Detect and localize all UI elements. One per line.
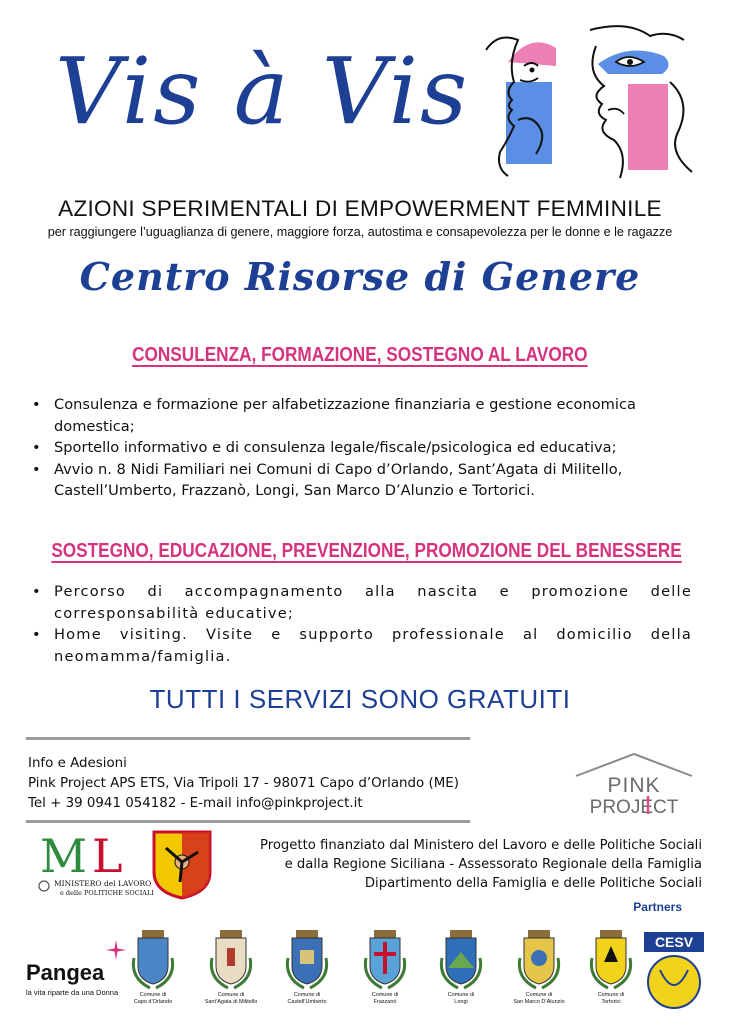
contact-info — [28, 754, 459, 814]
ministero-logo-line1: MINISTERO del LAVORO — [54, 879, 152, 888]
section2-list — [32, 581, 692, 667]
cesv-logo — [640, 930, 708, 1014]
divider — [26, 820, 470, 823]
project-tagline: per raggiungere l’uguaglianza di genere, maggiore forza, autostima e consapevolezza per le donne e le ragazze — [47, 225, 673, 239]
list-item: • Percorso di accompagnamento alla nascita e promozione delle corresponsabilità educative; — [32, 581, 692, 624]
pangea-tagline: la vita riparte da una Donna — [26, 988, 119, 997]
project-title: Vis à Vis — [55, 38, 470, 145]
crest-label-1: Comune di — [293, 992, 321, 998]
pink-project-logo — [574, 752, 694, 818]
center-title: Centro Risorse di Genere — [79, 254, 641, 299]
partners-label: Partners — [633, 900, 682, 914]
regione-siciliana-crest-icon — [152, 830, 212, 900]
crest-label-2: Tortorici — [601, 998, 621, 1005]
comune-crest-frazzano — [350, 928, 420, 1014]
comune-crest-capo-d-orlando — [118, 928, 188, 1014]
crest-label-2: Longi — [454, 998, 468, 1005]
comune-crest-castell-umberto — [272, 928, 342, 1014]
pink-logo-line1: PINK — [607, 774, 661, 797]
crest-label-1: Comune di — [447, 992, 475, 998]
section1-list — [32, 394, 692, 502]
pink-logo-line2: PROJECT — [589, 797, 679, 818]
comune-crest-sant-agata-di-militello — [196, 928, 266, 1014]
crest-label-2: San Marco D’Alunzio — [513, 998, 565, 1005]
list-item: • Avvio n. 8 Nidi Familiari nei Comuni di Capo d’Orlando, Sant’Agata di Militello, Castell’Umberto, Frazzanò, Longi, San Marco D’Alunzio e Tortorici. — [32, 459, 692, 502]
funding-line2: e dalla Regione Siciliana - Assessorato Regionale della Famiglia — [284, 857, 702, 872]
divider — [26, 737, 470, 740]
list-item: • Consulenza e formazione per alfabetizzazione finanziaria e gestione economica domestica; — [32, 394, 692, 437]
crest-label-2: Castell’Umberto — [287, 998, 327, 1005]
free-services-banner: TUTTI I SERVIZI SONO GRATUITI — [149, 684, 571, 714]
list-item: • Sportello informativo e di consulenza legale/fiscale/psicologica ed educativa; — [32, 437, 692, 459]
crest-label-2: Capo d’Orlando — [133, 998, 173, 1005]
crest-label-2: Frazzanò — [373, 998, 397, 1005]
contact-address: Pink Project APS ETS, Via Tripoli 17 - 98071 Capo d’Orlando (ME) — [28, 776, 459, 791]
comune-crest-san-marco-d-alunzio — [504, 928, 574, 1014]
crest-label-1: Comune di — [525, 992, 553, 998]
crest-icon — [130, 928, 176, 990]
project-subtitle: AZIONI SPERIMENTALI DI EMPOWERMENT FEMMINILE — [58, 196, 662, 221]
crest-icon — [284, 928, 330, 990]
svg-text:M: M — [40, 829, 88, 883]
crest-icon — [516, 928, 562, 990]
crest-label-2: Sant’Agata di Militello — [204, 998, 258, 1005]
pangea-logo — [24, 940, 132, 1002]
funding-line3: Dipartimento della Famiglia e delle Politiche Sociali — [364, 876, 702, 891]
cesv-label: CESV — [654, 934, 694, 950]
crest-label-1: Comune di — [217, 992, 245, 998]
pangea-name: Pangea — [26, 960, 105, 985]
crest-icon — [438, 928, 484, 990]
contact-phone-email[interactable]: Tel + 39 0941 054182 - E-mail info@pinkproject.it — [28, 796, 363, 811]
crest-icon — [362, 928, 408, 990]
section2-heading — [0, 540, 720, 563]
comune-crest-tortorici — [576, 928, 646, 1014]
crest-icon — [208, 928, 254, 990]
section1-heading — [0, 344, 720, 367]
section1-heading-text: CONSULENZA, FORMAZIONE, SOSTEGNO AL LAVORO — [132, 344, 588, 366]
comune-crest-longi — [426, 928, 496, 1014]
crest-label-1: Comune di — [371, 992, 399, 998]
section2-heading-text: SOSTEGNO, EDUCAZIONE, PREVENZIONE, PROMOZIONE DEL BENESSERE — [51, 540, 682, 562]
crest-label-1: Comune di — [139, 992, 167, 998]
faces-illustration-icon — [478, 22, 710, 182]
funding-line1: Progetto finanziato dal Ministero del Lavoro e delle Politiche Sociali — [260, 838, 702, 853]
ministero-lavoro-logo — [36, 828, 154, 900]
funding-statement — [214, 836, 702, 893]
ministero-logo-line2: e delle POLITICHE SOCIALI — [60, 889, 154, 897]
svg-text:L: L — [92, 829, 123, 883]
contact-heading: Info e Adesioni — [28, 756, 127, 771]
crest-label-1: Comune di — [597, 992, 625, 998]
list-item: • Home visiting. Visite e supporto professionale al domicilio della neomamma/famiglia. — [32, 624, 692, 667]
crest-icon — [588, 928, 634, 990]
